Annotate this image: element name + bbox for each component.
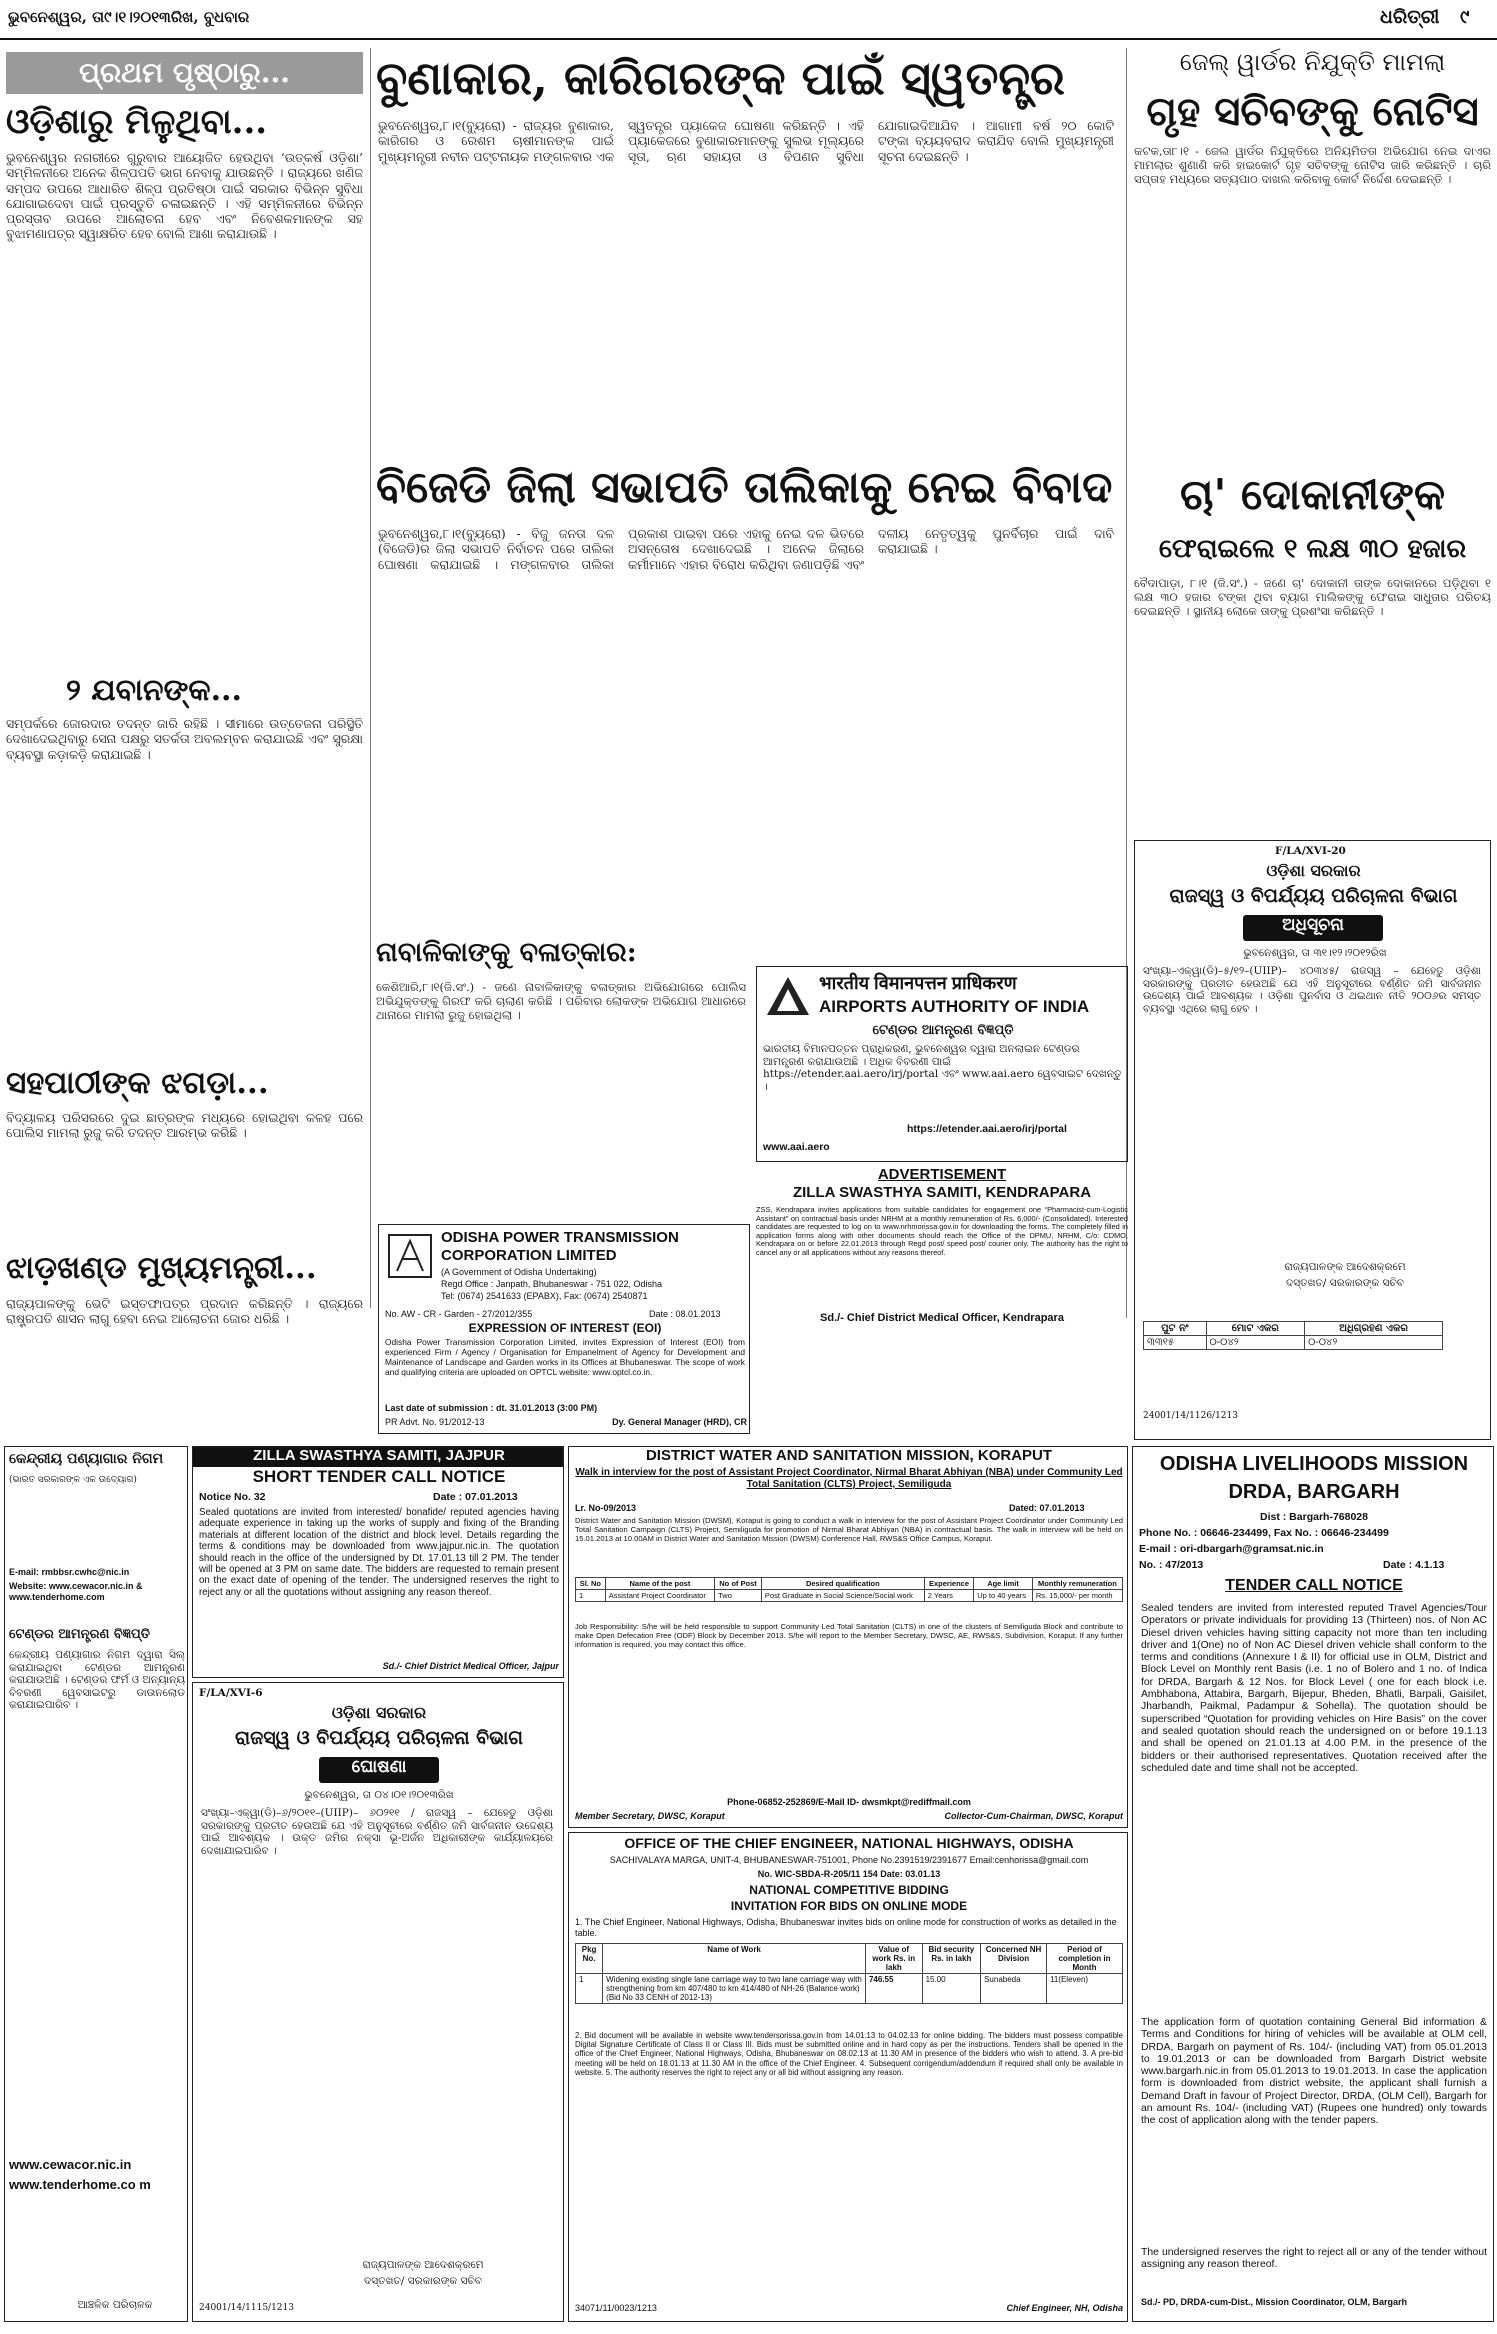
tea-headline: ଚା' ଦୋକାନୀଙ୍କ — [1180, 470, 1445, 519]
zss-jajpur-text: Sealed quotations are invited from interested/ bonafide/ reputed agencies having adequate experience in taking up the works of supply and fixing of the Branding materials at different location of the district and block level. Details regarding the terms & conditions may be downloaded from www.jajpur.nic.in. The quotation should reach in the office of the undersigned by Dt. 17.01.13 till 2 PM. The tender will be opened at 3 PM on same date. The bidders are requested to remain present on the exact date of opening of the tender. The undersigned reserves the right to reject any or all the quotations without assigning any reason thereof. — [199, 1507, 559, 1598]
nh-sign: Chief Engineer, NH, Odisha — [1006, 2303, 1123, 2313]
aai-logo — [763, 973, 813, 1019]
jail-headline: ଗୃହ ସଚିବଙ୍କୁ ନୋଟିସ — [1146, 88, 1479, 135]
table-header: Pkg No. — [576, 1944, 603, 1974]
dwsm-text: District Water and Sanitation Mission (DWSM), Koraput is going to conduct a walk in interview for the post of Assistant Project Coordinator under Community Led Total Sanitation Campaign (CLTS) Project, Semiliguda for promotion of Nirmal Bharat Abhiyan (NBA) in contractual basis. The walk in interview will be held on 15.01.2013 at 10.00AM in District Water and Sanitation Mission (DWSM) Conference Hall, RWS&S Office Campus, Koraput. — [575, 1517, 1123, 1543]
cewacor-site1[interactable]: www.cewacor.nic.in — [9, 2157, 132, 2172]
zss-jajpur-date: Date : 07.01.2013 — [433, 1491, 518, 1503]
table-cell: 15.00 — [922, 1974, 981, 2004]
table-cell: Widening existing single lane carriage way to two lane carriage way with strengthening from km 407/480 to km 414/480 of NH-26 (Balance work) (Bid No 33 CENH of 2012-13) — [603, 1974, 866, 2004]
olm-date: Date : 4.1.13 — [1383, 1559, 1445, 1571]
table-header: Period of completion in Month — [1046, 1944, 1122, 1974]
minor-article-text: କେଶିଆରି,୮।୧(ଜି.ସଂ.) - ଜଣେ ନାବାଳିକାଙ୍କୁ ବଳାତ୍କାର ଅଭିଯୋଗରେ ପୋଲିସ ଅଭିଯୁକ୍ତଙ୍କୁ ଗିରଫ କରି ଚାଲାଣ କରିଛି । ପରିବାର ଲୋକଙ୍କ ଅଭିଯୋଗ ଆଧାରରେ ଥାନାରେ ମାମଲା ରୁଜୁ ହୋଇଥିଲା । — [376, 980, 746, 1022]
olm-email: E-mail : ori-dbargarh@gramsat.nic.in — [1139, 1543, 1324, 1555]
table-cell: ୦-୦୪୨ — [1206, 1336, 1305, 1350]
olm-text3: The undersigned reserves the right to reject all or any of the tender without assigning any reason thereof. — [1141, 2247, 1487, 2271]
headline-odisha: ଓଡ଼ିଶାରୁ ମିଳୁଥିବା... — [6, 102, 268, 142]
olm-sub: DRDA, BARGARH — [1228, 1481, 1400, 1503]
column-front-page-continuations — [6, 52, 363, 1302]
nh-no: No. WIC-SBDA-R-205/11 154 Date: 03.01.13 — [757, 1869, 941, 1879]
table-header: Experience — [924, 1578, 973, 1590]
ghosana-ref: F/LA/XVI-6 — [199, 1687, 263, 1699]
revenue-notification-ad — [1134, 840, 1491, 1440]
nh-text: 2. Bid document will be available in website www.tendersorissa.gov.in from 14.01.13 to 04.02.13 for online bidding. The bidders must possess compatible Digital Signature Certificate of Class II or Class III. Bids must be submitted online and in hard copy as per the instructions. Tenders shall be opened in the office of the Chief Engineer, National Highways, Odisha, Bhubaneswar on 08.02.13 at 11.30 AM in presence of the bidders who wish to attend. 3. A pre-bid meeting will be held on 18.01.13 at 11.30 AM in the office of the Chief Engineer. 4. Subsequent corrigendum/addendum if required shall only be available in website. 5. The authority reserves the right to reject any or all bid without assigning any reason. — [575, 2031, 1123, 2077]
optcl-tel: Tel: (0674) 2541633 (EPABX), Fax: (0674) 2540871 — [441, 1291, 648, 1301]
table-header: ପୁଟ ନଂ — [1144, 1322, 1207, 1336]
optcl-name1: ODISHA POWER TRANSMISSION — [441, 1229, 679, 1246]
ad-code: 24001/14/1126/1213 — [1143, 1411, 1238, 1421]
table-cell: Sunabeda — [981, 1974, 1047, 2004]
table-header: Name of the post — [605, 1578, 714, 1590]
olm-phone: Phone No. : 06646-234499, Fax No. : 06646-234499 — [1139, 1527, 1389, 1539]
optcl-sub: (A Government of Odisha Undertaking) — [441, 1267, 597, 1277]
ghosana-date: ଭୁବନେଶ୍ୱର, ତା ୦୪।୦୧।୨୦୧୩ରିଖ — [304, 1789, 454, 1801]
zss-jajpur-title: ZILLA SWASTHYA SAMITI, JAJPUR — [193, 1447, 564, 1467]
article-jharkhand-text: ରାଜ୍ୟପାଳଙ୍କୁ ଭେଟି ଇସ୍ତଫାପତ୍ର ପ୍ରଦାନ କରିଛନ୍ତି । ରାଜ୍ୟରେ ରାଷ୍ଟ୍ରପତି ଶାସନ ଲାଗୁ ହେବା ନେଇ ଆଲୋଚନା ଜୋର ଧରିଛି । — [6, 1296, 363, 1327]
ghosana-sign: ରାଜ୍ୟପାଳଙ୍କ ଆଦେଶକ୍ରମେ — [362, 2259, 484, 2271]
table-header: ମୋଟ ଏକର — [1206, 1322, 1305, 1336]
table-header: Desired qualification — [761, 1578, 924, 1590]
ghosana-sign2: ଦସ୍ତଖତ/ ସରକାରଙ୍କ ସଚିବ — [364, 2275, 482, 2287]
dwsm-lr: Lr. No-09/2013 — [575, 1503, 637, 1513]
tea-subhead: ଫେରାଇଲେ ୧ ଲକ୍ଷ ୩୦ ହଜାର — [1158, 534, 1467, 564]
optcl-pr-advt: PR Advt. No. 91/2012-13 — [385, 1417, 485, 1427]
cewacor-sub: (ଭାରତ ସରକାରଙ୍କ ଏକ ଉଦ୍ୟୋଗ) — [9, 1475, 137, 1485]
dwsm-sign1: Member Secretary, DWSC, Koraput — [575, 1811, 725, 1821]
nh-bid-ad — [568, 1832, 1128, 2322]
nh-title: OFFICE OF THE CHIEF ENGINEER, NATIONAL HIGHWAYS, ODISHA — [624, 1835, 1074, 1851]
headline-jharkhand: ଝାଡ଼ଖଣ୍ଡ ମୁଖ୍ୟମନ୍ତ୍ରୀ... — [6, 1250, 317, 1286]
olm-text2: The application form of quotation containing General Bid information & Terms and Conditions for hiring of vehicles will be available at OLM cell, DRDA, Bargarh on payment of Rs. 104/- (including VAT) from 05.01.2013 to 19.01.2013 or can be downloaded from Bargarh District website www.bargarh.nic.in from 05.01.2013 to 19.01.2013. In case the application form is downloaded from district website, the applicant shall furnish a Demand Draft in favour of Project Director, DRDA, (OLM Cell), Bargarh for an amount Rs. 104/- (including VAT) (Rupees one hundred) only towards the cost of application along with the tender papers. — [1141, 2017, 1487, 2127]
article-jawans-text: ସମ୍ପର୍କରେ ଜୋରଦାର ତଦନ୍ତ ଜାରି ରହିଛି । ସୀମାରେ ଉତ୍ତେଜନା ପରିସ୍ଥିତି ଦେଖାଦେଇଥିବାରୁ ସେନା ପକ୍ଷରୁ ସତର୍କତା ଅବଲମ୍ବନ କରାଯାଇଛି ଏବଂ ସୁରକ୍ଷା ବ୍ୟବସ୍ଥା କଡ଼ାକଡ଼ି କରାଯାଇଛି । — [6, 716, 363, 762]
nh-intro: 1. The Chief Engineer, National Highways, Odisha, Bhubaneswar invites bids on online mode for construction of works as detailed in the table. — [575, 1917, 1117, 1938]
jail-article-text: କଟକ,ତା୮।୧ - ଜେଲ ୱାର୍ଡର ନିଯୁକ୍ତିରେ ଅନିୟମିତତା ଅଭିଯୋଗ ନେଇ ଦାଏର ମାମଲାର ଶୁଣାଣି କରି ହାଇକୋର୍ଟ ଗୃହ ସଚିବଙ୍କୁ ନୋଟିସ ଜାରି କରିଛନ୍ତି । ଚାରି ସପ୍ତାହ ମଧ୍ୟରେ ସତ୍ୟପାଠ ଦାଖଲ କରିବାକୁ କୋର୍ଟ ନିର୍ଦ୍ଦେଶ ଦେଇଛନ୍ତି । — [1134, 144, 1491, 186]
cewacor-text: କେନ୍ଦ୍ରୀୟ ପଣ୍ୟାଗାର ନିଗମ ଦ୍ୱାରା ସିଲ୍ କରାଯାଇଥିବା ଟେଣ୍ଡର ଆମନ୍ତ୍ରଣ କରାଯାଉଅଛି । ଟେଣ୍ଡର ଫର୍ମ ଓ ଅନ୍ୟାନ୍ୟ ବିବରଣୀ ୱେବସାଇଟରୁ ଡାଉନଲୋଡ କରାଯାଇପାରିବ । — [9, 1649, 185, 1711]
date-line: ଭୁବନେଶ୍ୱର, ତା୯।୧।୨୦୧୩ରିଖ, ବୁଧବାର — [8, 8, 250, 26]
notice-text: ସଂଖ୍ୟା–ଏକ୍ୱା(ଡି)–୫/୧୨–(UIIP)– ୪୦୩୪୫/ ରାଜସ୍ୱ – ଯେହେତୁ ଓଡ଼ିଶା ସରକାରଙ୍କୁ ପ୍ରତୀତ ହେଉଅଛି ଯେ ଏହି ଅନୁସୂଚୀରେ ବର୍ଣ୍ଣିତ ଜମି ସାର୍ବଜନୀନ ଉଦ୍ଦେଶ୍ୟ ପାଇଁ ଆବଶ୍ୟକ । ଓଡ଼ିଶା ପୁନର୍ବାସ ଓ ଥଇଥାନ ନୀତି ୨୦୦୬ର ସମସ୍ତ ବ୍ୟବସ୍ଥା ଏଥିରେ ଲାଗୁ ହେବ । — [1143, 965, 1481, 1015]
optcl-text: Odisha Power Transmission Corporation Limited, invites Expression of Interest (EOI) from experienced Firm / Agency / Organisation for Empanelment of Agency for Development and Maintenance of Landscape and Garden works in its Offices at Bhubaneswar. The scope of work and qualifying criteria are uploaded on OPTCL website: www.optcl.co.in. — [385, 1337, 745, 1377]
ghosana-tag: ଘୋଷଣା — [319, 1757, 439, 1783]
zss-kendrapara-title2: ZILLA SWASTHYA SAMITI, KENDRAPARA — [792, 1184, 1092, 1201]
article-classmates-text: ବିଦ୍ୟାଳୟ ପରିସରରେ ଦୁଇ ଛାତ୍ରଙ୍କ ମଧ୍ୟରେ ହୋଇଥିବା କଳହ ପରେ ପୋଲିସ ମାମଲା ରୁଜୁ କରି ତଦନ୍ତ ଆରମ୍ଭ କରିଛି । — [6, 1110, 363, 1141]
masthead — [0, 0, 1497, 40]
table-header: Monthly remuneration — [1032, 1578, 1122, 1590]
dwsm-phone: Phone-06852-252869/E-Mail ID- dwsmkpt@rediffmail.com — [727, 1797, 971, 1807]
table-cell: Rs. 15,000/- per month — [1032, 1590, 1122, 1602]
notice-tag: ଅଧିସୂଚନା — [1243, 915, 1383, 941]
cewacor-site2[interactable]: www.tenderhome.co m — [9, 2177, 151, 2192]
table-cell: Assistant Project Coordinator — [605, 1590, 714, 1602]
olm-heading: TENDER CALL NOTICE — [1225, 1577, 1403, 1594]
table-header: Sl. No — [576, 1578, 606, 1590]
table-header: No of Post — [715, 1578, 762, 1590]
table-header: Name of Work — [603, 1944, 866, 1974]
dwsm-table — [575, 1577, 1123, 1619]
notice-dept: ରାଜସ୍ୱ ଓ ବିପର୍ଯ୍ୟୟ ପରିଚାଳନା ବିଭାଗ — [1169, 885, 1458, 907]
aai-portal-link[interactable]: https://etender.aai.aero/irj/portal — [907, 1123, 1067, 1135]
table-header: Value of work Rs. in lakh — [865, 1944, 922, 1974]
olm-bargarh-ad — [1132, 1446, 1494, 2322]
column-divider — [370, 48, 371, 1308]
optcl-eoi-ad — [378, 1224, 750, 1434]
olm-sign: Sd./- PD, DRDA-cum-Dist., Mission Coordinator, OLM, Bargarh — [1141, 2297, 1408, 2307]
optcl-logo-icon — [385, 1231, 435, 1281]
zss-kendrapara-title1: ADVERTISEMENT — [877, 1166, 1007, 1183]
dwsm-date: Dated: 07.01.2013 — [1009, 1503, 1085, 1513]
headline-classmates: ସହପାଠୀଙ୍କ ଝଗଡ଼ା... — [6, 1065, 269, 1101]
optcl-heading: EXPRESSION OF INTEREST (EOI) — [468, 1321, 662, 1335]
zss-jajpur-sign: Sd./- Chief District Medical Officer, Jajpur — [382, 1661, 559, 1671]
zss-jajpur-ad — [192, 1446, 564, 1678]
ghosana-text: ସଂଖ୍ୟା–ଏକ୍ୱା(ଡି)–୬/୨୦୧୧–(UIIP)– ୬୦୨୧୧ / ରାଜସ୍ୱ – ଯେହେତୁ ଓଡ଼ିଶା ସରକାରଙ୍କୁ ପ୍ରତୀତ ହେଉଅଛି ଯେ ଏହି ଅନୁସୂଚୀରେ ବର୍ଣ୍ଣିତ ଜମି ସାର୍ବଜନୀନ ଉଦ୍ଦେଶ୍ୟ ପାଇଁ ଆବଶ୍ୟକ । ଉକ୍ତ ଜମିର ନକ୍ସା ଭୂ-ଅର୍ଜନ ଅଧିକାରୀଙ୍କ କାର୍ଯ୍ୟାଳୟରେ ଦେଖାଯାଇପାରିବ । — [201, 1807, 553, 1857]
dwsm-title: DISTRICT WATER AND SANITATION MISSION, KORAPUT — [645, 1447, 1053, 1464]
optcl-name2: CORPORATION LIMITED — [441, 1247, 617, 1264]
optcl-sign: Dy. General Manager (HRD), CR — [612, 1417, 747, 1427]
article-odisha-text: ଭୁବନେଶ୍ୱର ନଗରୀରେ ଗୁରୁବାର ଆୟୋଜିତ ହେଉଥିବା ‘ଉତ୍କର୍ଷ ଓଡ଼ିଶା’ ସମ୍ମିଳନୀରେ ଅନେକ ଶିଳ୍ପପତି ଭାଗ ନେବାକୁ ଯାଉଛନ୍ତି । ରାଜ୍ୟରେ ଖଣିଜ ସମ୍ପଦ ଉପରେ ଆଧାରିତ ଶିଳ୍ପ ପ୍ରତିଷ୍ଠା ପାଇଁ ସରକାର ବିଭିନ୍ନ ସୁବିଧା ଯୋଗାଇଦେବା ପାଇଁ ପ୍ରସ୍ତୁତି ଚଳାଇଛନ୍ତି । ଏହି ସମ୍ମିଳନୀରେ ବିଭିନ୍ନ ପ୍ରସ୍ତାବ ଉପରେ ଆଲୋଚନା ହେବ ଏବଂ ନିବେଶକମାନଙ୍କ ସହ ବୁଝାମଣାପତ୍ର ସ୍ୱାକ୍ଷରିତ ହେବ ବୋଲି ଆଶା କରାଯାଉଛି । — [6, 150, 363, 242]
cewacor-name: କେନ୍ଦ୍ରୀୟ ପଣ୍ୟାଗାର ନିଗମ — [9, 1451, 164, 1467]
aai-title: ଟେଣ୍ଡର ଆମନ୍ତ୍ରଣ ବିଜ୍ଞପ୍ତି — [872, 1023, 1014, 1038]
table-cell: 11(Eleven) — [1046, 1974, 1122, 2004]
paper-name: ଧରିତ୍ରୀ — [1380, 6, 1440, 28]
notice-date: ଭୁବନେଶ୍ୱର, ତା ୩୧।୧୨।୨୦୧୨ରିଖ — [1243, 947, 1387, 959]
table-header: ଅଧିଗ୍ରହଣ ଏକର — [1305, 1322, 1443, 1336]
table-header: Age limit — [974, 1578, 1033, 1590]
table-cell: 2 Years — [924, 1590, 973, 1602]
notice-ref: F/LA/XVI-20 — [1275, 845, 1346, 857]
notice-sign2: ଦସ୍ତଖତ/ ସରକାରଙ୍କ ସଚିବ — [1286, 1277, 1404, 1289]
page-number: ୯ — [1460, 6, 1470, 28]
dwsm-details: Job Responsibility: S/he will be held responsible to support Community Led Total Sanitation (CLTS) in one of the clusters of Semiliguda Block and contribute to make Open Defecation Free (ODF) Block by December 2013. S/he will report to the Member Secretary, DWSC, AE, RWS&S, Subdivision, Koraput. If any further information is required, you may contact this office. — [575, 1623, 1123, 1649]
notice-gov: ଓଡ଼ିଶା ସରକାର — [1266, 861, 1361, 880]
optcl-logo — [385, 1231, 435, 1281]
table-cell: 1 — [576, 1590, 606, 1602]
lead-article-text: ଭୁବନେଶ୍ୱର,୮।୧(ବ୍ୟୁରୋ) - ରାଜ୍ୟର ବୁଣାକାର, କାରିଗର ଓ ରେଶମ ଚାଷୀମାନଙ୍କ ପାଇଁ ମୁଖ୍ୟମନ୍ତ୍ରୀ ନବୀନ ପଟ୍ଟନାୟକ ମଙ୍ଗଳବାର ଏକ ସ୍ୱତନ୍ତ୍ର ପ୍ୟାକେଜ ଘୋଷଣା କରିଛନ୍ତି । ଏହି ପ୍ୟାକେଜରେ ବୁଣାକାରମାନଙ୍କୁ ସୁଲଭ ମୂଲ୍ୟରେ ସୂତା, ଋଣ ସହାୟତା ଓ ବିପଣନ ସୁବିଧା ଯୋଗାଇଦିଆଯିବ । ଆଗାମୀ ବର୍ଷ ୨୦ କୋଟି ଟଙ୍କା ବ୍ୟୟବରାଦ କରାଯିବ ବୋଲି ମୁଖ୍ୟମନ୍ତ୍ରୀ ସୂଚନା ଦେଇଛନ୍ତି । — [378, 118, 1114, 164]
zss-jajpur-heading: SHORT TENDER CALL NOTICE — [252, 1467, 506, 1486]
land-schedule-table — [1143, 1321, 1443, 1381]
nh-code: 34071/11/0023/1213 — [575, 2303, 657, 2313]
aai-name-hindi: भारतीय विमानपत्तन प्राधिकरण — [819, 973, 1017, 993]
table-cell: ୩୩୧୫ — [1144, 1336, 1207, 1350]
cewacor-sign: ଆଞ୍ଚଳିକ ପରିଚାଳକ — [77, 2299, 153, 2311]
optcl-date: Date : 08.01.2013 — [649, 1309, 721, 1319]
nh-table — [575, 1943, 1123, 2027]
olm-text1: Sealed tenders are invited from interested reputed Travel Agencies/Tour Operators or private individuals for providing 13 (Thirteen) nos. of Non AC Diesel driven vehicles having sitting capacity not more than ten including driver and 1(One) no of Non AC Diesel driven vehicle shall conform to the terms and conditions (Annexure I & II) for official use in OLM, District and Block Level on Monthly rent Basis (i.e. 1 no of Bolero and 1 no. of Indica for DRDA, Bargarh & 12 Nos. for Block Level ( one for each block i.e. Ambhabona, Attabira, Bargarh, Bijepur, Bheden, Bhatli, Barpali, Gaisilet, Jharbandh, Paikmal, Padampur & Sohella). The quotation should be superscribed “Quotation for providing vehicles on Hire Basis” on the cover and sealed quotation should reach the undersigned on or before 19.1.13 and shall be opened on 21.01.13 at 4.00 P.M. in the presence of the bidders or their authorised representatives. Quotation received after the scheduled date and time shall not be accepted. — [1141, 1603, 1487, 1774]
aai-tender-ad — [756, 966, 1128, 1162]
olm-title: ODISHA LIVELIHOODS MISSION — [1159, 1453, 1469, 1475]
dwsm-sign2: Collector-Cum-Chairman, DWSC, Koraput — [944, 1811, 1123, 1821]
table-header: Concerned NH Division — [981, 1944, 1047, 1974]
cewacor-tender-ad — [4, 1446, 188, 2322]
table-cell: 1 — [576, 1974, 603, 2004]
notice-sign: ରାଜ୍ୟପାଳଙ୍କ ଆଦେଶକ୍ରମେ — [1284, 1261, 1406, 1273]
ghosana-code: 24001/14/1115/1213 — [199, 2303, 294, 2313]
bjd-article-text: ଭୁବନେଶ୍ୱର,୮।୧(ବ୍ୟୁରୋ) - ବିଜୁ ଜନତା ଦଳ (ବିଜେଡି)ର ଜିଲା ସଭାପତି ନିର୍ବାଚନ ପରେ ତାଲିକା ଘୋଷଣା କରାଯାଇଛି । ମଙ୍ଗଳବାର ତାଲିକା ପ୍ରକାଶ ପାଇବା ପରେ ଏହାକୁ ନେଇ ଦଳ ଭିତରେ ଅସନ୍ତୋଷ ଦେଖାଦେଇଛି । ଅନେକ ଜିଲାରେ କର୍ମୀମାନେ ଏହାର ବିରୋଧ କରିଥିବା ଜଣାପଡ଼ିଛି ଏବଂ ଦଳୀୟ ନେତୃତ୍ୱକୁ ପୁନର୍ବିଚାର ପାଇଁ ଦାବି କରାଯାଇଛି । — [378, 526, 1114, 572]
zss-kendrapara-sign: Sd./- Chief District Medical Officer, Kendrapara — [820, 1312, 1064, 1324]
table-header: Bid security Rs. in lakh — [922, 1944, 981, 1974]
zss-kendrapara-ad — [756, 1166, 1128, 1316]
dwsm-sub: Walk in interview for the post of Assistant Project Coordinator, Nirmal Bharat Abhiyan (NBA) under Community Led Total Sanitation (CLTS) Project, Semiliguda — [575, 1467, 1123, 1490]
optcl-no: No. AW - CR - Garden - 27/2012/355 — [385, 1309, 533, 1319]
zss-jajpur-no: Notice No. 32 — [199, 1491, 266, 1503]
minor-headline: ନାବାଳିକାଙ୍କୁ ବଳାତ୍କାର: — [376, 937, 637, 968]
nh-heading2: INVITATION FOR BIDS ON ONLINE MODE — [730, 1899, 968, 1913]
table-cell: 746.55 — [865, 1974, 922, 2004]
jail-kicker: ଜେଲ୍ ୱାର୍ଡର ନିଯୁକ୍ତି ମାମଲା — [1179, 48, 1446, 76]
aai-logo-icon — [763, 973, 813, 1019]
ghosana-gov: ଓଡ଼ିଶା ସରକାର — [331, 1703, 427, 1722]
section-banner: ପ୍ରଥମ ପୃଷ୍ଠାରୁ... — [6, 52, 363, 94]
revenue-declaration-ad — [192, 1682, 564, 2322]
aai-name-english: AIRPORTS AUTHORITY OF INDIA — [819, 997, 1090, 1016]
table-cell: ୦-୦୪୨ — [1305, 1336, 1443, 1350]
lead-headline: ବୁଣାକାର, କାରିଗରଙ୍କ ପାଇଁ ସ୍ୱତନ୍ତ୍ର — [376, 51, 1065, 105]
optcl-addr: Regd Office : Janpath, Bhubaneswar - 751 022, Odisha — [441, 1279, 662, 1289]
nh-heading1: NATIONAL COMPETITIVE BIDDING — [749, 1883, 949, 1897]
zss-kendrapara-text: ZSS, Kendrapara invites applications from suitable candidates for engagement one “Pharmacist-cum-Logistic Assistant” on contractual basis under NRHM at a monthly remuneration of Rs. 6,000/- (Consolidated). Interested candidates are requested to log on to www.nrhmorissa.gov.in for downloading the forms. The completely filled in application forms along with other documents should reach the Office of the DPMU, NRHM, C/o: CDMO, Kendrapara on or before 22.01.2013 through Regd post/ speed post/ courier only. The authority has the right to cancel any or all applications without any reasons thereof. — [756, 1206, 1128, 1257]
dwsm-koraput-ad — [568, 1446, 1128, 1828]
table-cell: Post Graduate in Social Science/Social work — [761, 1590, 924, 1602]
olm-dist: Dist : Bargarh-768028 — [1260, 1511, 1368, 1523]
aai-website-link[interactable]: www.aai.aero — [763, 1141, 830, 1153]
table-cell: Two — [715, 1590, 762, 1602]
olm-no: No. : 47/2013 — [1139, 1559, 1204, 1571]
table-cell: Up to 40 years — [974, 1590, 1033, 1602]
cewacor-email: E-mail: rmbbsr.cwhc@nic.in — [9, 1567, 130, 1577]
bjd-headline: ବିଜେଡି ଜିଲା ସଭାପତି ତାଲିକାକୁ ନେଇ ବିବାଦ — [376, 462, 1113, 513]
optcl-last-date: Last date of submission : dt. 31.01.2013 (3:00 PM) — [385, 1403, 598, 1413]
tea-article-text: ବୈଦାପାଡ଼ା, ୮।୧ (ଜି.ସଂ.) - ଜଣେ ଚା' ଦୋକାନୀ ତାଙ୍କ ଦୋକାନରେ ପଡ଼ିଥିବା ୧ ଲକ୍ଷ ୩୦ ହଜାର ଟଙ୍କା ଥିବା ବ୍ୟାଗ ମାଲିକଙ୍କୁ ଫେରାଇ ସାଧୁତାର ପରିଚୟ ଦେଇଛନ୍ତି । ସ୍ଥାନୀୟ ଲୋକେ ତାଙ୍କୁ ପ୍ରଶଂସା କରିଛନ୍ତି । — [1134, 576, 1491, 618]
nh-address: SACHIVALAYA MARGA, UNIT-4, BHUBANESWAR-751001, Phone No.2391519/2391677 Email:cenhorissa@gmail.com — [609, 1855, 1089, 1865]
headline-jawans: ୨ ଯବାନଙ୍କ... — [66, 673, 242, 708]
cewacor-notice-title: ଟେଣ୍ଡର ଆମନ୍ତ୍ରଣ ବିଜ୍ଞପ୍ତି — [9, 1627, 151, 1642]
aai-text: ଭାରତୀୟ ବିମାନପତ୍ତନ ପ୍ରାଧିକରଣ, ଭୁବନେଶ୍ୱର ଦ୍ୱାରା ଅନଲାଇନ ଟେଣ୍ଡର ଆମନ୍ତ୍ରଣ କରାଯାଉଅଛି । ଅଧିକ ବିବରଣୀ ପାଇଁ https://etender.aai.aero/irj/portal ଏବଂ www.aai.aero ୱେବସାଇଟ ଦେଖନ୍ତୁ । — [763, 1043, 1122, 1093]
ghosana-dept: ରାଜସ୍ୱ ଓ ବିପର୍ଯ୍ୟୟ ପରିଚାଳନା ବିଭାଗ — [235, 1727, 523, 1749]
cewacor-web: Website: www.cewacor.nic.in & www.tenderhome.com — [9, 1581, 143, 1602]
